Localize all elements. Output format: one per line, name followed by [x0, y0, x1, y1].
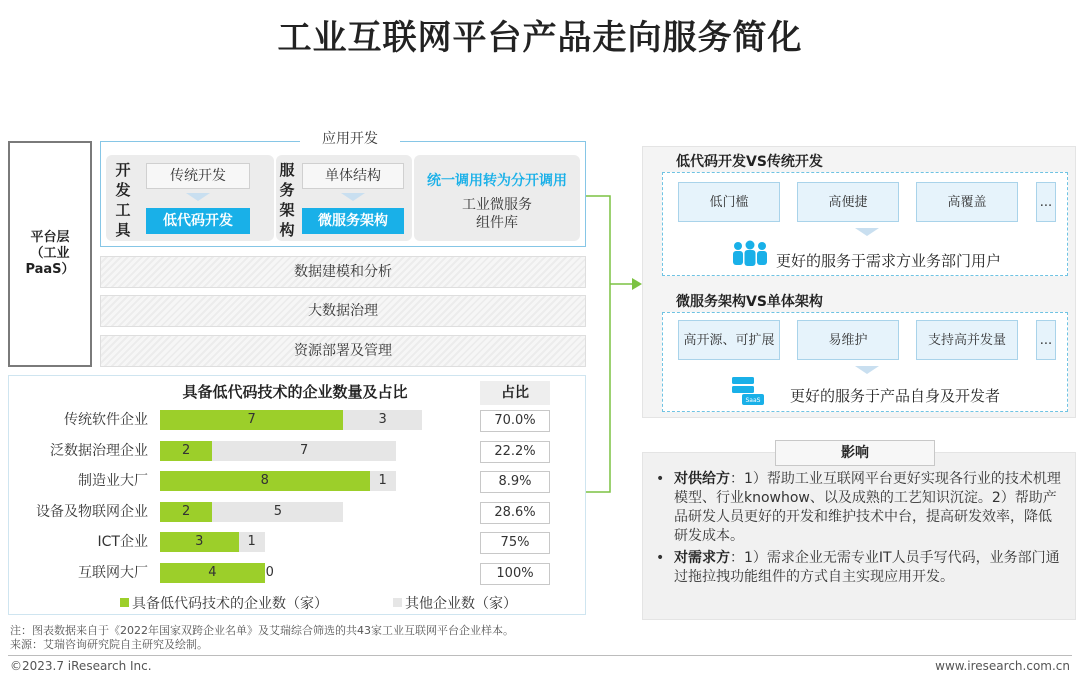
microservice-library: 工业微服务 组件库	[462, 197, 532, 231]
category-label: 设备及物联网企业	[36, 504, 148, 520]
platform-label-line: 平台层	[30, 230, 70, 245]
feature-high-convenience: 高便捷	[797, 182, 899, 222]
ratio-cell: 8.9%	[480, 471, 550, 493]
website: www.iresearch.com.cn	[935, 659, 1070, 673]
impact-demand: • 对需求方：1）需求企业无需专业IT人员手写代码，业务部门通过拖拉拽功能组件的方式自主实现应用开发。	[656, 550, 1060, 585]
dev-tools-vlabel: 开 发 工 具	[115, 161, 131, 239]
lowcode-result: 更好的服务于需求方业务部门用户	[776, 252, 1002, 270]
bullet-icon: •	[656, 550, 665, 566]
category-label: 制造业大厂	[78, 473, 148, 489]
feature-high-coverage: 高覆盖	[916, 182, 1018, 222]
copyright: ©2023.7 iResearch Inc.	[10, 659, 152, 673]
legend-lowcode: 具备低代码技术的企业数（家）	[132, 596, 328, 612]
chart-title: 具备低代码技术的企业数量及占比	[182, 383, 408, 401]
ratio-cell: 28.6%	[480, 502, 550, 524]
layer-data-modeling: 数据建模和分析	[100, 256, 586, 288]
bar-value-other: 3	[378, 412, 387, 427]
bar-value-other: 5	[273, 504, 283, 519]
impact-list	[656, 470, 1064, 587]
platform-layer-box	[8, 141, 92, 367]
users-icon	[730, 240, 770, 272]
unify-headline: 统一调用转为分开调用	[427, 173, 567, 189]
layer-bigdata-governance: 大数据治理	[100, 295, 586, 327]
bar-value-lowcode: 3	[195, 534, 204, 549]
down-arrow-icon	[186, 193, 210, 201]
category-label: 泛数据治理企业	[50, 443, 148, 459]
bar-value-other: 1	[247, 534, 256, 549]
impact-title: 影响	[775, 440, 935, 466]
traditional-dev-pill: 传统开发	[146, 163, 250, 189]
ratio-cell: 70.0%	[480, 410, 550, 432]
bullet-icon: •	[656, 471, 665, 487]
down-arrow-icon	[341, 193, 365, 201]
bar-value-lowcode: 8	[260, 473, 269, 488]
app-dev-label: 应用开发	[300, 128, 400, 148]
feature-open-source: 高开源、可扩展	[678, 320, 780, 360]
impact-supply: • 对供给方：1）帮助工业互联网平台更好实现各行业的技术机理模型、行业knowhow、以及成熟的工艺知识沉淀。2）帮助产品研发人员更好的开发和维护技术中台，提高研发效率，降低研发成本。	[656, 471, 1061, 544]
ratio-cell: 100%	[480, 563, 550, 585]
arrow-right-icon	[632, 278, 642, 290]
legend-swatch-other	[393, 598, 402, 607]
category-label: ICT企业	[97, 534, 148, 550]
down-arrow-icon	[855, 366, 879, 374]
platform-label-line: PaaS）	[25, 262, 75, 277]
bar-value-lowcode: 4	[208, 565, 217, 580]
microservice-vs-title: 微服务架构VS单体架构	[676, 294, 823, 310]
ratio-cell: 75%	[480, 532, 550, 554]
saas-server-icon	[730, 376, 766, 406]
footer-divider	[8, 655, 1072, 656]
lowcode-vs-title: 低代码开发VS传统开发	[676, 154, 823, 170]
bar-value-other: 7	[299, 443, 309, 458]
platform-label-line: （工业	[30, 246, 70, 261]
microservice-result: 更好的服务于产品自身及开发者	[790, 387, 1001, 405]
feature-high-concurrency: 支持高并发量	[916, 320, 1018, 360]
feature-more: ...	[1036, 320, 1056, 360]
bar-value-lowcode: 2	[182, 504, 191, 519]
bar-value-lowcode: 2	[182, 443, 191, 458]
category-label: 传统软件企业	[64, 412, 148, 428]
monolith-pill: 单体结构	[302, 163, 404, 189]
feature-more: ...	[1036, 182, 1056, 222]
service-arch-vlabel: 服 务 架 构	[279, 161, 295, 239]
category-label: 互联网大厂	[78, 565, 148, 581]
lowcode-dev-pill: 低代码开发	[146, 208, 250, 234]
connector-lines	[580, 190, 644, 500]
bar-value-lowcode: 7	[247, 412, 256, 427]
ratio-header: 占比	[480, 381, 550, 405]
page-title: 工业互联网平台产品走向服务简化	[277, 18, 803, 58]
svg-text:SaaS: SaaS	[745, 397, 761, 404]
legend-swatch-lowcode	[120, 598, 129, 607]
feature-easy-maintain: 易维护	[797, 320, 899, 360]
source-note: 来源：艾瑞咨询研究院自主研究及绘制。	[10, 638, 208, 651]
bar-value-other: 0	[265, 565, 274, 580]
feature-low-barrier: 低门槛	[678, 182, 780, 222]
bar-value-other: 1	[378, 473, 387, 488]
down-arrow-icon	[855, 228, 879, 236]
legend-other: 其他企业数（家）	[405, 596, 517, 612]
ratio-cell: 22.2%	[480, 441, 550, 463]
chart-note: 注：图表数据来自于《2022年国家双跨企业名单》及艾瑞综合筛选的共43家工业互联网平台企业样本。	[10, 624, 514, 637]
layer-resource-deploy: 资源部署及管理	[100, 335, 586, 367]
microservice-pill: 微服务架构	[302, 208, 404, 234]
